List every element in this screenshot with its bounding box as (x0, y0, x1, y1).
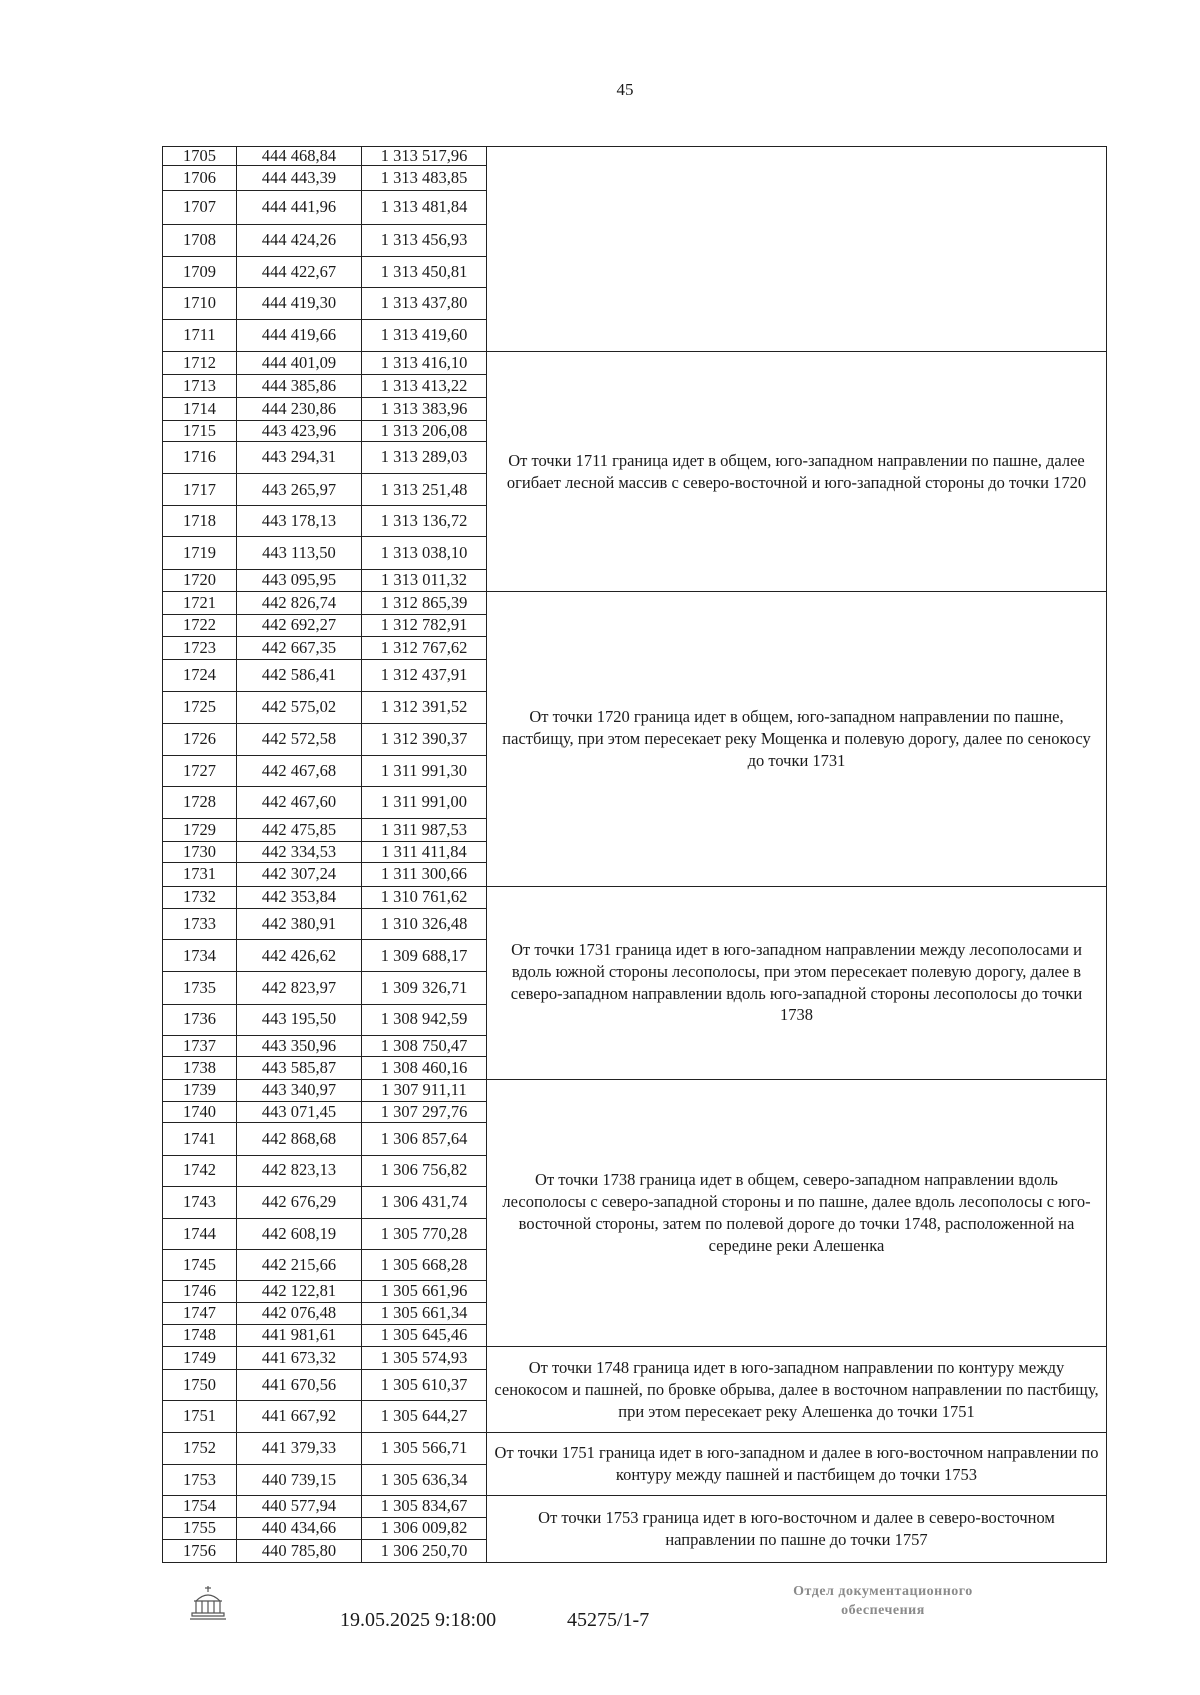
point-number-cell: 1750 (163, 1369, 237, 1400)
point-number-cell: 1740 (163, 1102, 237, 1123)
x-coordinate-cell: 442 380,91 (237, 909, 362, 940)
x-coordinate-cell: 440 434,66 (237, 1517, 362, 1540)
x-coordinate-cell: 442 692,27 (237, 614, 362, 637)
y-coordinate-cell: 1 310 326,48 (362, 909, 487, 940)
point-number-cell: 1756 (163, 1540, 237, 1563)
point-number-cell: 1741 (163, 1123, 237, 1155)
boundary-description-cell: От точки 1731 граница идет в юго-западном направлении между лесополосами и вдоль южной стороны лесополосы, при этом пересекает полевую дорогу, далее в северо-западном направлении вдоль юго-западной стороны лесополосы до точки 1738 (487, 886, 1107, 1079)
department-stamp (738, 1583, 1028, 1621)
y-coordinate-cell: 1 307 297,76 (362, 1102, 487, 1123)
point-number-cell: 1736 (163, 1004, 237, 1035)
point-number-cell: 1728 (163, 787, 237, 819)
y-coordinate-cell: 1 313 011,32 (362, 569, 487, 592)
y-coordinate-cell: 1 313 517,96 (362, 147, 487, 166)
table-row (163, 147, 1107, 166)
boundary-description-cell: От точки 1748 граница идет в юго-западном направлении по контуру между сенокосом и пашней, по бровке обрыва, далее в восточном направлении по пастбищу, при этом пересекает реку Алешенка до точки 1751 (487, 1347, 1107, 1433)
y-coordinate-cell: 1 312 865,39 (362, 592, 487, 615)
table-row (163, 592, 1107, 615)
point-number-cell: 1743 (163, 1186, 237, 1218)
y-coordinate-cell: 1 313 416,10 (362, 352, 487, 375)
x-coordinate-cell: 444 422,67 (237, 256, 362, 287)
x-coordinate-cell: 440 577,94 (237, 1496, 362, 1517)
y-coordinate-cell: 1 306 857,64 (362, 1123, 487, 1155)
boundary-description-cell: От точки 1720 граница идет в общем, юго-западном направлении по пашне, пастбищу, при этом пересекает реку Мощенка и полевую дорогу, далее по сенокосу до точки 1731 (487, 592, 1107, 887)
x-coordinate-cell: 443 071,45 (237, 1102, 362, 1123)
x-coordinate-cell: 442 572,58 (237, 723, 362, 755)
point-number-cell: 1720 (163, 569, 237, 592)
emblem-icon (186, 1583, 230, 1625)
y-coordinate-cell: 1 305 770,28 (362, 1218, 487, 1249)
y-coordinate-cell: 1 309 326,71 (362, 972, 487, 1004)
x-coordinate-cell: 441 981,61 (237, 1324, 362, 1347)
x-coordinate-cell: 443 113,50 (237, 537, 362, 569)
point-number-cell: 1738 (163, 1057, 237, 1080)
x-coordinate-cell: 443 178,13 (237, 506, 362, 537)
y-coordinate-cell: 1 308 750,47 (362, 1035, 487, 1056)
point-number-cell: 1724 (163, 659, 237, 691)
point-number-cell: 1712 (163, 352, 237, 375)
table-row (163, 1433, 1107, 1465)
document-number: 45275/1-7 (567, 1609, 650, 1631)
x-coordinate-cell: 444 468,84 (237, 147, 362, 166)
y-coordinate-cell: 1 311 300,66 (362, 863, 487, 887)
x-coordinate-cell: 443 340,97 (237, 1079, 362, 1102)
y-coordinate-cell: 1 313 136,72 (362, 506, 487, 537)
y-coordinate-cell: 1 311 987,53 (362, 819, 487, 842)
y-coordinate-cell: 1 313 038,10 (362, 537, 487, 569)
x-coordinate-cell: 443 294,31 (237, 442, 362, 474)
y-coordinate-cell: 1 305 644,27 (362, 1400, 487, 1432)
point-number-cell: 1744 (163, 1218, 237, 1249)
y-coordinate-cell: 1 308 942,59 (362, 1004, 487, 1035)
point-number-cell: 1745 (163, 1249, 237, 1280)
x-coordinate-cell: 441 379,33 (237, 1433, 362, 1465)
print-datetime: 19.05.2025 9:18:00 (340, 1609, 497, 1631)
y-coordinate-cell: 1 312 390,37 (362, 723, 487, 755)
y-coordinate-cell: 1 306 431,74 (362, 1186, 487, 1218)
point-number-cell: 1751 (163, 1400, 237, 1432)
y-coordinate-cell: 1 313 383,96 (362, 398, 487, 421)
x-coordinate-cell: 442 868,68 (237, 1123, 362, 1155)
x-coordinate-cell: 442 307,24 (237, 863, 362, 887)
point-number-cell: 1755 (163, 1517, 237, 1540)
point-number-cell: 1714 (163, 398, 237, 421)
point-number-cell: 1729 (163, 819, 237, 842)
point-number-cell: 1734 (163, 940, 237, 972)
y-coordinate-cell: 1 311 411,84 (362, 841, 487, 862)
x-coordinate-cell: 444 230,86 (237, 398, 362, 421)
x-coordinate-cell: 441 670,56 (237, 1369, 362, 1400)
point-number-cell: 1722 (163, 614, 237, 637)
y-coordinate-cell: 1 310 761,62 (362, 886, 487, 909)
y-coordinate-cell: 1 307 911,11 (362, 1079, 487, 1102)
x-coordinate-cell: 444 419,66 (237, 320, 362, 352)
y-coordinate-cell: 1 313 450,81 (362, 256, 487, 287)
point-number-cell: 1754 (163, 1496, 237, 1517)
point-number-cell: 1709 (163, 256, 237, 287)
x-coordinate-cell: 440 739,15 (237, 1465, 362, 1496)
table-row (163, 352, 1107, 375)
x-coordinate-cell: 442 475,85 (237, 819, 362, 842)
x-coordinate-cell: 443 350,96 (237, 1035, 362, 1056)
x-coordinate-cell: 444 443,39 (237, 165, 362, 191)
y-coordinate-cell: 1 311 991,00 (362, 787, 487, 819)
point-number-cell: 1718 (163, 506, 237, 537)
y-coordinate-cell: 1 313 413,22 (362, 374, 487, 398)
point-number-cell: 1753 (163, 1465, 237, 1496)
y-coordinate-cell: 1 313 437,80 (362, 287, 487, 319)
point-number-cell: 1719 (163, 537, 237, 569)
y-coordinate-cell: 1 305 636,34 (362, 1465, 487, 1496)
y-coordinate-cell: 1 305 668,28 (362, 1249, 487, 1280)
y-coordinate-cell: 1 312 391,52 (362, 691, 487, 723)
x-coordinate-cell: 442 334,53 (237, 841, 362, 862)
x-coordinate-cell: 443 195,50 (237, 1004, 362, 1035)
point-number-cell: 1726 (163, 723, 237, 755)
x-coordinate-cell: 444 385,86 (237, 374, 362, 398)
y-coordinate-cell: 1 309 688,17 (362, 940, 487, 972)
x-coordinate-cell: 442 467,68 (237, 756, 362, 787)
point-number-cell: 1707 (163, 191, 237, 224)
y-coordinate-cell: 1 306 250,70 (362, 1540, 487, 1563)
boundary-points-table (162, 146, 1107, 1563)
y-coordinate-cell: 1 313 483,85 (362, 165, 487, 191)
x-coordinate-cell: 442 608,19 (237, 1218, 362, 1249)
x-coordinate-cell: 442 586,41 (237, 659, 362, 691)
y-coordinate-cell: 1 305 645,46 (362, 1324, 487, 1347)
y-coordinate-cell: 1 312 782,91 (362, 614, 487, 637)
point-number-cell: 1721 (163, 592, 237, 615)
stamp-line-1: Отдел документационного (793, 1584, 973, 1599)
point-number-cell: 1717 (163, 474, 237, 506)
y-coordinate-cell: 1 305 574,93 (362, 1347, 487, 1370)
x-coordinate-cell: 441 673,32 (237, 1347, 362, 1370)
point-number-cell: 1727 (163, 756, 237, 787)
x-coordinate-cell: 442 426,62 (237, 940, 362, 972)
y-coordinate-cell: 1 305 566,71 (362, 1433, 487, 1465)
point-number-cell: 1711 (163, 320, 237, 352)
point-number-cell: 1752 (163, 1433, 237, 1465)
x-coordinate-cell: 443 095,95 (237, 569, 362, 592)
y-coordinate-cell: 1 311 991,30 (362, 756, 487, 787)
x-coordinate-cell: 442 826,74 (237, 592, 362, 615)
point-number-cell: 1708 (163, 224, 237, 256)
y-coordinate-cell: 1 305 661,34 (362, 1303, 487, 1324)
x-coordinate-cell: 440 785,80 (237, 1540, 362, 1563)
point-number-cell: 1723 (163, 637, 237, 660)
x-coordinate-cell: 442 076,48 (237, 1303, 362, 1324)
y-coordinate-cell: 1 305 834,67 (362, 1496, 487, 1517)
x-coordinate-cell: 444 401,09 (237, 352, 362, 375)
y-coordinate-cell: 1 305 661,96 (362, 1280, 487, 1303)
table-row (163, 1496, 1107, 1517)
y-coordinate-cell: 1 308 460,16 (362, 1057, 487, 1080)
point-number-cell: 1739 (163, 1079, 237, 1102)
table-row (163, 1347, 1107, 1370)
point-number-cell: 1742 (163, 1155, 237, 1186)
point-number-cell: 1705 (163, 147, 237, 166)
point-number-cell: 1733 (163, 909, 237, 940)
stamp-line-2: обеспечения (841, 1602, 925, 1618)
x-coordinate-cell: 442 823,13 (237, 1155, 362, 1186)
y-coordinate-cell: 1 313 481,84 (362, 191, 487, 224)
page-number: 45 (616, 80, 634, 99)
point-number-cell: 1715 (163, 420, 237, 441)
y-coordinate-cell: 1 312 437,91 (362, 659, 487, 691)
table-row (163, 1079, 1107, 1102)
x-coordinate-cell: 442 215,66 (237, 1249, 362, 1280)
x-coordinate-cell: 442 676,29 (237, 1186, 362, 1218)
point-number-cell: 1706 (163, 165, 237, 191)
x-coordinate-cell: 443 423,96 (237, 420, 362, 441)
y-coordinate-cell: 1 313 456,93 (362, 224, 487, 256)
point-number-cell: 1710 (163, 287, 237, 319)
y-coordinate-cell: 1 305 610,37 (362, 1369, 487, 1400)
point-number-cell: 1731 (163, 863, 237, 887)
x-coordinate-cell: 443 265,97 (237, 474, 362, 506)
y-coordinate-cell: 1 312 767,62 (362, 637, 487, 660)
point-number-cell: 1735 (163, 972, 237, 1004)
y-coordinate-cell: 1 313 419,60 (362, 320, 487, 352)
y-coordinate-cell: 1 313 289,03 (362, 442, 487, 474)
point-number-cell: 1748 (163, 1324, 237, 1347)
point-number-cell: 1732 (163, 886, 237, 909)
point-number-cell: 1737 (163, 1035, 237, 1056)
point-number-cell: 1730 (163, 841, 237, 862)
boundary-description-cell: От точки 1711 граница идет в общем, юго-западном направлении по пашне, далее огибает лесной массив с северо-восточной и юго-западной стороны до точки 1720 (487, 352, 1107, 592)
point-number-cell: 1747 (163, 1303, 237, 1324)
x-coordinate-cell: 442 575,02 (237, 691, 362, 723)
x-coordinate-cell: 442 467,60 (237, 787, 362, 819)
x-coordinate-cell: 443 585,87 (237, 1057, 362, 1080)
point-number-cell: 1746 (163, 1280, 237, 1303)
boundary-description-cell: От точки 1753 граница идет в юго-восточном и далее в северо-восточном направлении по пашне до точки 1757 (487, 1496, 1107, 1563)
x-coordinate-cell: 444 419,30 (237, 287, 362, 319)
boundary-description-cell: От точки 1751 граница идет в юго-западном и далее в юго-восточном направлении по контуру между пашней и пастбищем до точки 1753 (487, 1433, 1107, 1496)
x-coordinate-cell: 444 424,26 (237, 224, 362, 256)
table-row (163, 886, 1107, 909)
boundary-description-cell: От точки 1738 граница идет в общем, северо-западном направлении вдоль лесополосы с северо-западной стороны и по пашне, далее вдоль лесополосы с юго-восточной стороны, затем по полевой дороге до точки 1748, расположенной на середине реки Алешенка (487, 1079, 1107, 1347)
x-coordinate-cell: 442 667,35 (237, 637, 362, 660)
y-coordinate-cell: 1 313 251,48 (362, 474, 487, 506)
x-coordinate-cell: 442 122,81 (237, 1280, 362, 1303)
x-coordinate-cell: 442 353,84 (237, 886, 362, 909)
y-coordinate-cell: 1 306 756,82 (362, 1155, 487, 1186)
point-number-cell: 1725 (163, 691, 237, 723)
x-coordinate-cell: 441 667,92 (237, 1400, 362, 1432)
point-number-cell: 1749 (163, 1347, 237, 1370)
point-number-cell: 1716 (163, 442, 237, 474)
point-number-cell: 1713 (163, 374, 237, 398)
x-coordinate-cell: 444 441,96 (237, 191, 362, 224)
y-coordinate-cell: 1 306 009,82 (362, 1517, 487, 1540)
x-coordinate-cell: 442 823,97 (237, 972, 362, 1004)
boundary-description-cell (487, 147, 1107, 352)
y-coordinate-cell: 1 313 206,08 (362, 420, 487, 441)
